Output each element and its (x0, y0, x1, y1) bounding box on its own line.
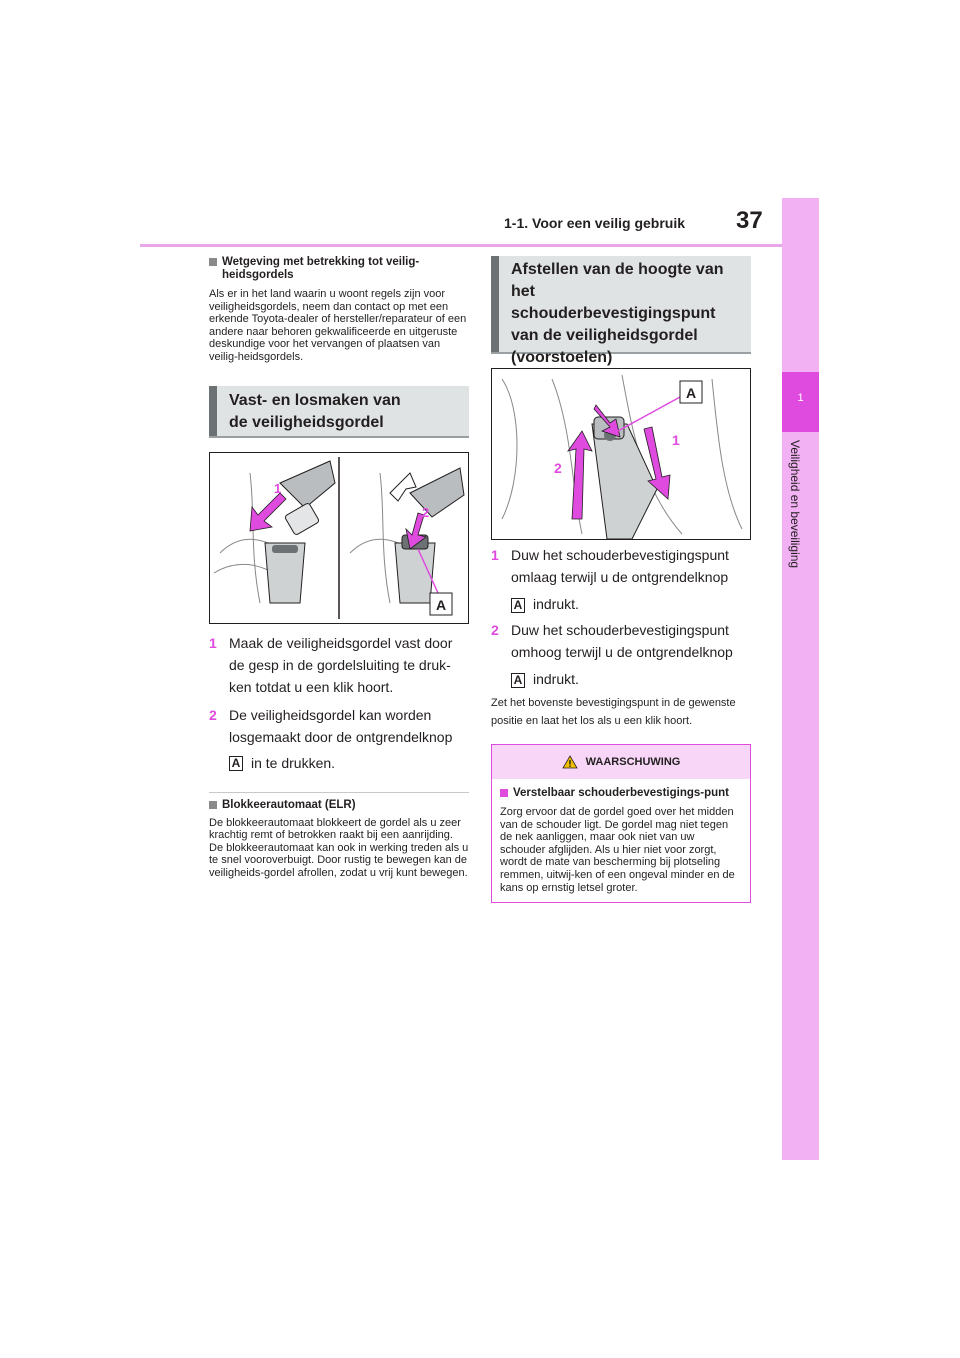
right-column (491, 256, 751, 903)
figure-label-1: 1 (274, 480, 282, 496)
figure-label-2: 2 (554, 460, 562, 476)
chapter-number: 1 (797, 392, 804, 404)
buckle-illustration (210, 453, 468, 623)
square-bullet-icon (209, 258, 217, 266)
square-bullet-icon (209, 801, 217, 809)
shoulder-anchor-illustration (492, 369, 748, 539)
steps-fasten (209, 632, 469, 774)
step-item: 2 Duw het schouderbevestigingspunt omhoog terwijl u de ontgrendelknop A indrukt. (491, 622, 733, 687)
warning-box (491, 744, 751, 903)
figure-buckle (209, 452, 469, 624)
figure-shoulder-anchor (491, 368, 751, 540)
note-heading-elr: Blokkeerautomaat (ELR) (209, 799, 469, 812)
step-item: 2 De veiligheidsgordel kan worden losgemaakt door de ontgrendelknop A in te drukken. (209, 706, 453, 771)
figure-label-a: A (436, 596, 447, 613)
chapter-side-tab (782, 198, 819, 1160)
section-title: 1-1. Voor een veilig gebruik (504, 215, 686, 231)
figure-label-2: 2 (422, 504, 430, 520)
step-item: 1 Maak de veiligheidsgordel vast door de gesp in de gordelsluiting te druk- ken totdat u een klik hoort. (209, 634, 453, 695)
note-body-legislation: Als er in het land waarin u woont regels zijn voor veiligheidsgordels, neem dan contact op met een erkende Toyota-dealer of hersteller/reparateur of een andere naar behoren gekwalificeerde en uitgeruste deskundige voor het vervangen of plaatsen van veilig-heidsgordels. (209, 288, 467, 363)
step-item: 1 Duw het schouderbevestigingspunt omlaag terwijl u de ontgrendelknop A indrukt. (491, 547, 729, 612)
page-number: 37 (736, 207, 763, 234)
warning-triangle-icon (562, 755, 578, 769)
note-body-elr: De blokkeerautomaat blokkeert de gordel als u zeer krachtig remt of betrokken raakt bij een aanrijding. De blokkeerautomaat kan ook in werking treden als u te snel vooroverbuigt. Door rustig te bewegen kan de veiligheids-gordel afrollen, zodat u vrij kunt bewegen. (209, 816, 469, 879)
section-heading-fasten: Vast- en losmaken van de veiligheidsgordel (209, 386, 469, 438)
warning-header: WAARSCHUWING (492, 745, 750, 779)
label-a-box: A (229, 756, 243, 771)
warning-body: Zorg ervoor dat de gordel goed over het midden van de schouder ligt. De gordel mag niet tegen de nek aanliggen, maar ook niet van uw schouder afglijden. Als u hier niet voor zorgt, wordt de mate van bescherming bij plotseling remmen, uitwij-ken of een ongeval minder en de kans op ernstig letsel groter. (500, 806, 735, 894)
section-heading-adjust: Afstellen van de hoogte van het schouderbevestigingspunt van de veiligheidsgordel (voorstoelen) (491, 256, 751, 354)
steps-adjust (491, 544, 751, 690)
label-a-box: A (511, 673, 525, 688)
warning-heading: Verstelbaar schouderbevestigings-punt (500, 787, 742, 800)
note-heading-legislation: Wetgeving met betrekking tot veilig-heidsgordels (209, 256, 469, 282)
figure-label-1: 1 (672, 432, 680, 448)
figure-label-a: A (686, 385, 697, 401)
adjust-note: Zet het bovenste bevestigingspunt in de gewenste positie en laat het los als u een klik hoort. (491, 697, 736, 727)
left-column (209, 256, 469, 880)
header-divider (140, 244, 782, 247)
square-bullet-icon (500, 789, 508, 797)
chapter-label: Veiligheid en beveiliging (788, 440, 802, 569)
divider (209, 792, 469, 793)
label-a-box: A (511, 598, 525, 613)
